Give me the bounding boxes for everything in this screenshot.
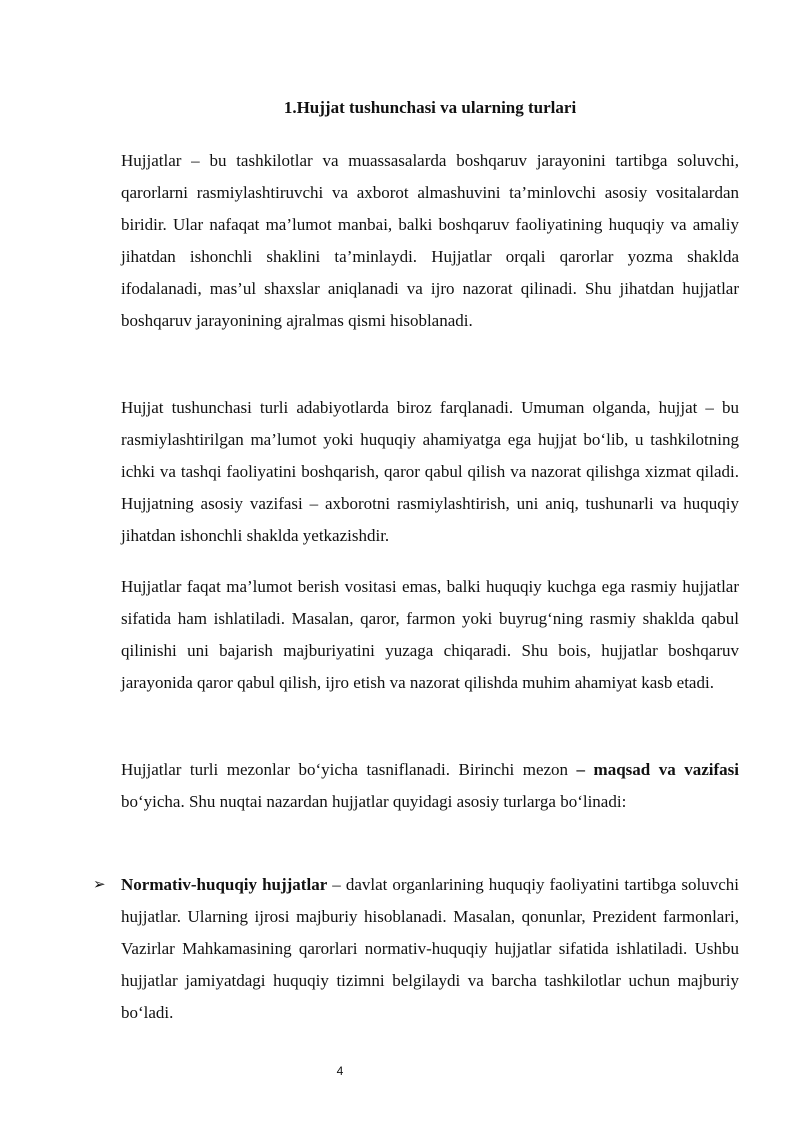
bullet-item-normativ [121,869,739,1029]
paragraph-4-bold-term: – maqsad va vazifasi [576,760,739,779]
section-title: 1.Hujjat tushunchasi va ularning turlari [283,98,577,117]
bullet-item-term: Normativ-huquqiy hujjatlar [121,875,328,894]
bullet-item-text: – davlat organlarining huquqiy faoliyatini tartibga soluvchi hujjatlar. Ularning ijrosi majburiy hisoblanadi. Masalan, qonunlar, Prezident farmonlari, Vazirlar Mahkamasining qarorlari normativ-huquqiy hujjatlar sifatida ishlatiladi. Ushbu hujjatlar jamiyatdagi huquqiy tizimni belgilaydi va barcha tashkilotlar uchun majburiy bo‘ladi. [121,875,739,1022]
arrow-bullet-icon: ➢ [93,875,106,893]
paragraph-3: Hujjatlar faqat ma’lumot berish vositasi emas, balki huquqiy kuchga ega rasmiy hujjatlar sifatida ham ishlatiladi. Masalan, qaror, farmon yoki buyrug‘ning rasmiy shaklda qabul qilinishi uni bajarish majburiyatini yuzaga chiqaradi. Shu bois, hujjatlar boshqaruv jarayonida qaror qabul qilish, ijro etish va nazorat qilishda muhim ahamiyat kasb etadi. [121,577,739,692]
paragraph-4-text-start: Hujjatlar turli mezonlar bo‘yicha tasniflanadi. Birinchi mezon [121,760,577,779]
paragraph-2: Hujjat tushunchasi turli adabiyotlarda biroz farqlanadi. Umuman olganda, hujjat – bu rasmiylashtirilgan ma’lumot yoki huquqiy ahamiyatga ega hujjat bo‘lib, u tashkilotning ichki va tashqi faoliyatini boshqarish, qaror qabul qilish va nazorat qilishga xizmat qiladi. Hujjatning asosiy vazifasi – axborotni rasmiylashtirish, uni aniq, tushunarli va huquqiy jihatdan ishonchli shaklda yetkazishdir. [121,398,739,545]
paragraph-4-text-end: bo‘yicha. Shu nuqtai nazardan hujjatlar quyidagi asosiy turlarga bo‘linadi: [121,792,627,811]
page-number: 4 [336,1064,344,1078]
paragraph-4 [121,754,739,818]
paragraph-1: Hujjatlar – bu tashkilotlar va muassasalarda boshqaruv jarayonini tartibga soluvchi, qarorlarni rasmiylashtiruvchi va axborot almashuvini ta’minlovchi asosiy vositalardan biridir. Ular nafaqat ma’lumot manbai, balki boshqaruv faoliyatining huquqiy va amaliy jihatdan ishonchli shaklini ta’minlaydi. Hujjatlar orqali qarorlar yozma shaklda ifodalanadi, mas’ul shaxslar aniqlanadi va ijro nazorat qilinadi. Shu jihatdan hujjatlar boshqaruv jarayonining ajralmas qismi hisoblanadi. [121,151,739,330]
